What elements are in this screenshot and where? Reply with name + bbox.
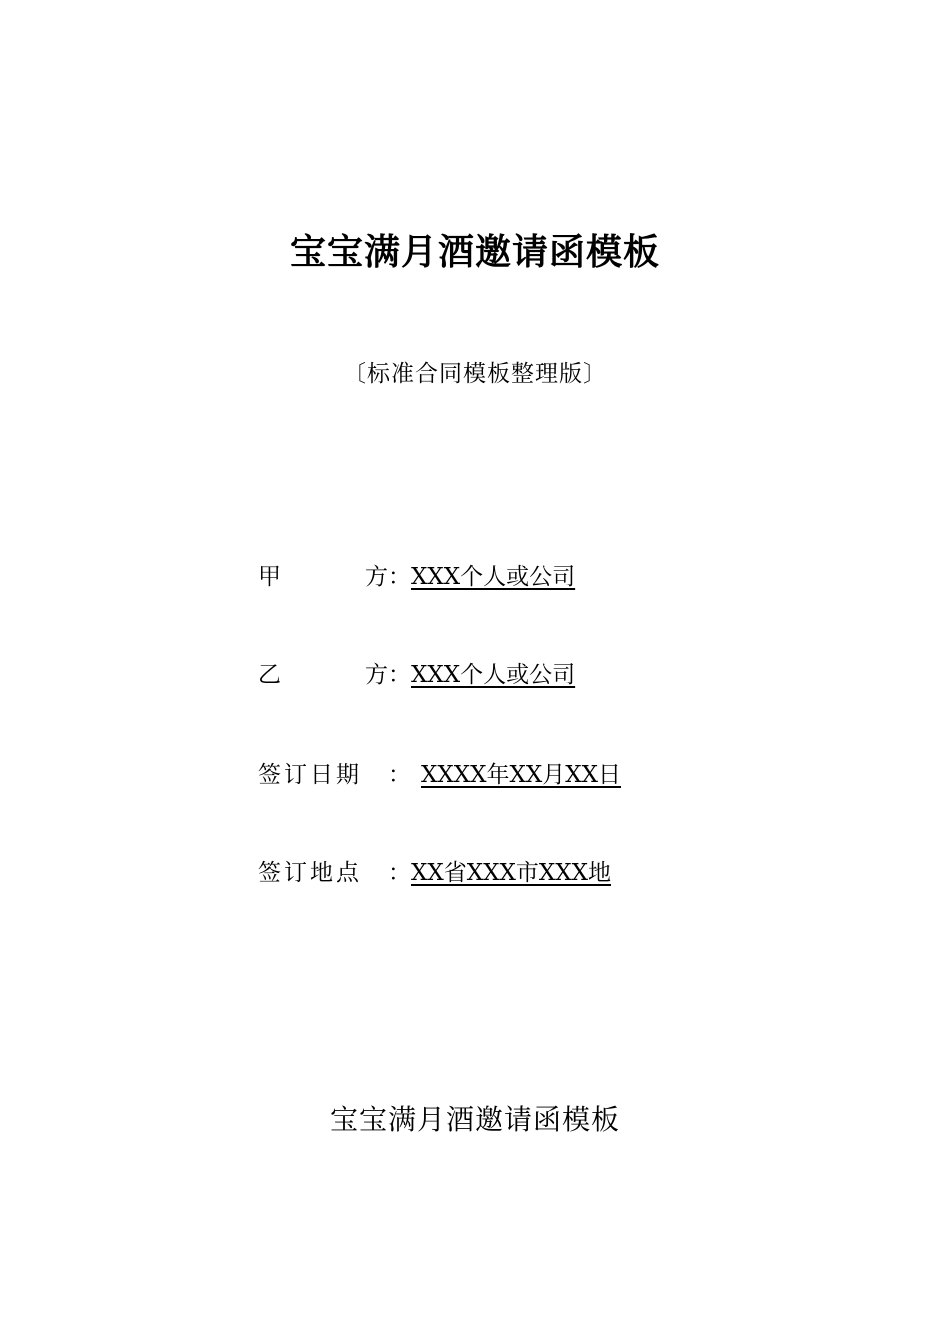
party-b-label [258,658,388,692]
document-title: 宝宝满月酒邀请函模板 [289,231,660,273]
footer-title: 宝宝满月酒邀请函模板 [329,1103,620,1136]
sign-place-label: 签订地点 [258,860,362,886]
party-b-field [258,658,639,692]
party-a-colon: ： [388,564,411,590]
party-b-label-char1: 乙 [258,662,281,688]
party-a-label-char1: 甲 [258,564,281,590]
sign-place-colon: ： [388,860,411,886]
sign-place-field [258,856,633,890]
party-a-value: XXX个人或公司 [411,564,576,590]
party-b-colon: ： [388,662,411,688]
party-a-field [258,560,639,594]
document-subtitle: 〔标准合同模板整理版〕 [343,361,607,387]
party-a-label-char2: 方 [365,564,388,590]
sign-date-field [258,758,659,792]
sign-date-colon: ： [388,762,411,788]
party-a-label [258,560,388,594]
party-b-label-char2: 方 [365,662,388,688]
party-b-value: XXX个人或公司 [411,662,576,688]
sign-date-value: XXXX年XX月XX日 [421,762,621,788]
sign-place-value: XX省XXX市XXX地 [411,860,611,886]
sign-date-label: 签订日期 [258,762,362,788]
